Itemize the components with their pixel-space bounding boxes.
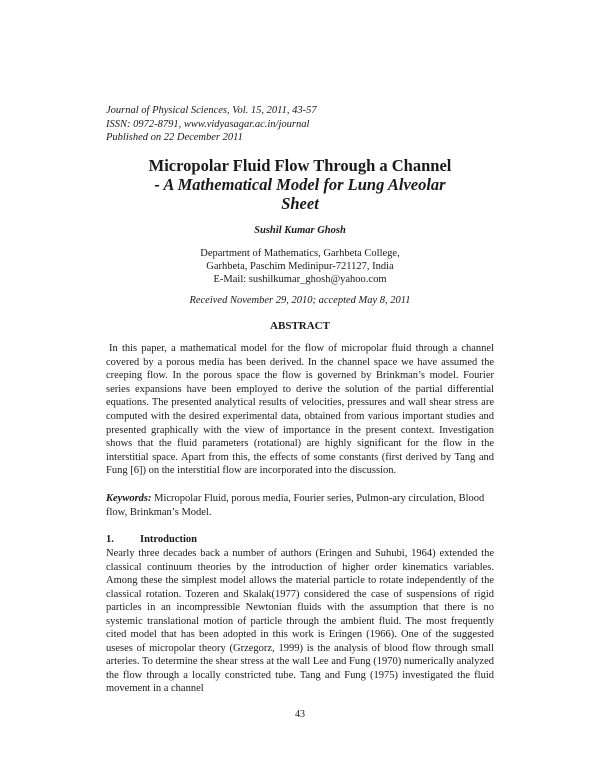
journal-published: Published on 22 December 2011 [106,132,243,143]
keywords-list: Micropolar Fluid, porous media, Fourier series, Pulmon-ary circulation, Blood flow, Brinkman’s Model. [106,493,485,518]
introduction-text: Nearly three decades back a number of authors (Eringen and Suhubi, 1964) extended the classical continuum theories by the introduction of higher order kinematics variables. Among these the simplest model allows the material particle to rotate independently of the classical rotation. Tozeren and Skalak(1977) considered the case of suspensions of rigid particles in an incompressible Newtonian fluids with the assumption that there is no systemic translational motion of particle through the ambient fluid. The most frequently cited model that has been adopted in this work is Eringen (1966). One of the suggested useses of micropolar theory (Grzegorz, 1999) is the analysis of blood flow through small arteries. To determine the shear stress at the wall Lee and Fung (1970) numerically analyzed the flow through a locally constricted tube. Tang and Fung (1975) investigated the fluid movement in a channel [106,548,494,695]
author-affiliation [150,247,450,286]
abstract-heading: ABSTRACT [270,320,330,332]
affiliation-email: E-Mail: sushilkumar_ghosh@yahoo.com [213,274,387,285]
journal-citation: Journal of Physical Sciences, Vol. 15, 2011, 43-57 [106,105,317,116]
received-dates: Received November 29, 2010; accepted May 8, 2011 [189,295,411,306]
title-subtitle-line2: Sheet [281,194,319,213]
keywords-label: Keywords: [106,493,152,504]
section-heading [106,534,494,545]
abstract-text: In this paper, a mathematical model for the flow of micropolar fluid through a channel covered by a porous media has been derived. In the channel space we have assumed the creeping flow. In the porous space the flow is governed by Brinkman’s model. Fourier series expansions have been employed to derive the solution of the partial differential equations. The presented analytical results of velocities, pressures and wall shear stress are computed with the desired experimental data, obtained from various important studies and presented graphically with the view of importance in the present context. Investigation shows that the fluid parameters (rotational) are highly significant for the flow in the interstitial space. Apart from this, the effects of some constants (first derived by Tang and Fung [6]) on the interstitial flow are incorporated into the discussion. [106,343,494,477]
page-number: 43 [295,709,305,720]
paper-title [100,156,500,213]
author-name: Sushil Kumar Ghosh [254,225,346,236]
section-number: 1. [106,534,114,545]
keywords [106,492,494,519]
journal-header [106,104,506,145]
title-main: Micropolar Fluid Flow Through a Channel [148,156,452,175]
section-title: Introduction [140,534,197,545]
title-subtitle-line1: - A Mathematical Model for Lung Alveolar [154,175,446,194]
journal-issn: ISSN: 0972-8791, www.vidyasagar.ac.in/journal [106,118,310,130]
affiliation-department: Department of Mathematics, Garhbeta College, [200,248,400,259]
affiliation-address: Garhbeta, Paschim Medinipur-721127, India [206,261,394,272]
